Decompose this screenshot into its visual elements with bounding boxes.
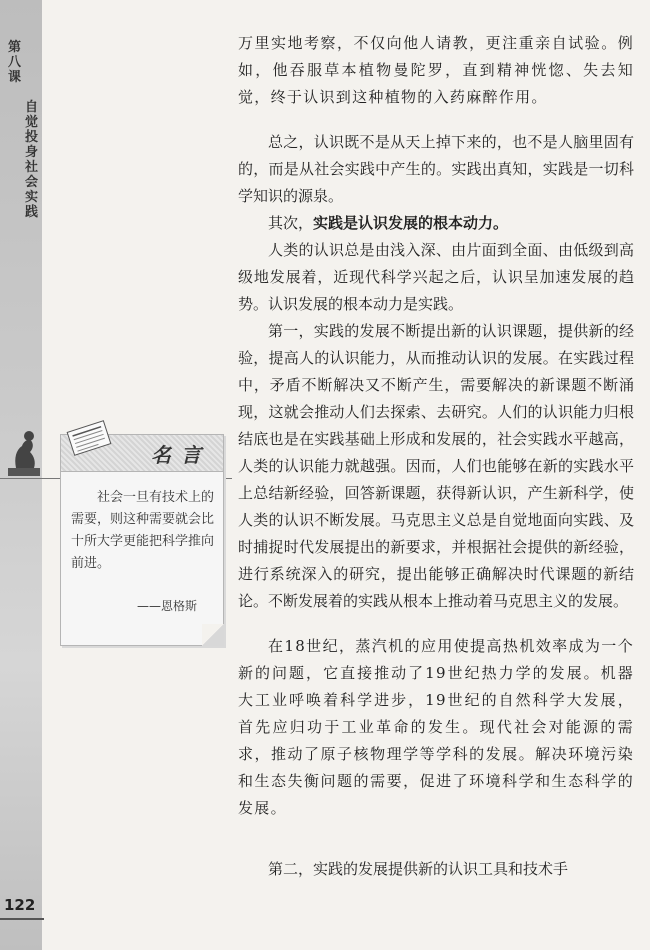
quote-author: ——恩格斯	[136, 599, 197, 613]
paragraph-development: 人类的认识总是由浅入深、由片面到全面、由低级到高级地发展着，近现代科学兴起之后，认识呈加速发展的趋势。认识发展的根本动力是实践。	[238, 241, 634, 313]
main-text	[238, 30, 634, 883]
paragraph-example: 在18世纪，蒸汽机的应用使提高热机效率成为一个新的问题，它直接推动了19世纪热力学的发展。机器大工业呼唤着科学进步，19世纪的自然科学大发展，首先应归功于工业革命的发生。现代社会对能源的需求，推动了原子核物理学等学科的发展。解决环境污染和生态失衡问题的需要，促进了环境科学和生态科学的发展。	[238, 637, 634, 817]
page-number: 122	[4, 896, 36, 914]
quote-text: 社会一旦有技术上的需要，则这种需要就会比十所大学更能把科学推向前进。	[71, 490, 215, 571]
paragraph-second-point	[238, 210, 634, 237]
chapter-title: 自觉投身社会实践	[25, 100, 39, 220]
paragraph-intro: 万里实地考察，不仅向他人请教，更注重亲自试验。例如，他吞服草本植物曼陀罗，直到精神恍惚、失去知觉，终于认识到这种植物的入药麻醉作用。	[238, 34, 634, 106]
newspaper-icon	[64, 420, 114, 456]
paragraph-second: 第二，实践的发展提供新的认识工具和技术手	[268, 860, 569, 878]
paragraph-prefix: 其次，	[268, 214, 314, 232]
quote-card	[60, 434, 224, 646]
page-fold-corner	[202, 624, 224, 646]
thinker-statue-icon	[2, 424, 46, 478]
chapter-label: 第八课	[8, 40, 22, 85]
paragraph-first: 第一，实践的发展不断提出新的认识课题，提供新的经验，提高人的认识能力，从而推动认识的发展。在实践过程中，矛盾不断解决又不断产生，需要解决的新课题不断涌现，这就会推动人们去探索、去研究。人们的认识能力归根结底也是在实践基础上形成和发展的，社会实践水平越高，人类的认识能力就越强。因而，人们也能够在新的实践水平上总结新经验，回答新课题，获得新认识，产生新科学，使人类的认识不断发展。马克思主义总是自觉地面向实践、及时捕捉时代发展提出的新要求，并根据社会提供的新经验，进行系统深入的研究，提出能够正确解决时代课题的新结论。不断发展着的实践从根本上推动着马克思主义的发展。	[238, 322, 634, 610]
page-number-underline	[0, 918, 44, 920]
paragraph-summary: 总之，认识既不是从天上掉下来的，也不是人脑里固有的，而是从社会实践中产生的。实践出真知，实践是一切科学知识的源泉。	[238, 133, 634, 205]
quote-title: 名言	[151, 443, 211, 467]
key-statement: 实践是认识发展的根本动力。	[313, 214, 509, 232]
